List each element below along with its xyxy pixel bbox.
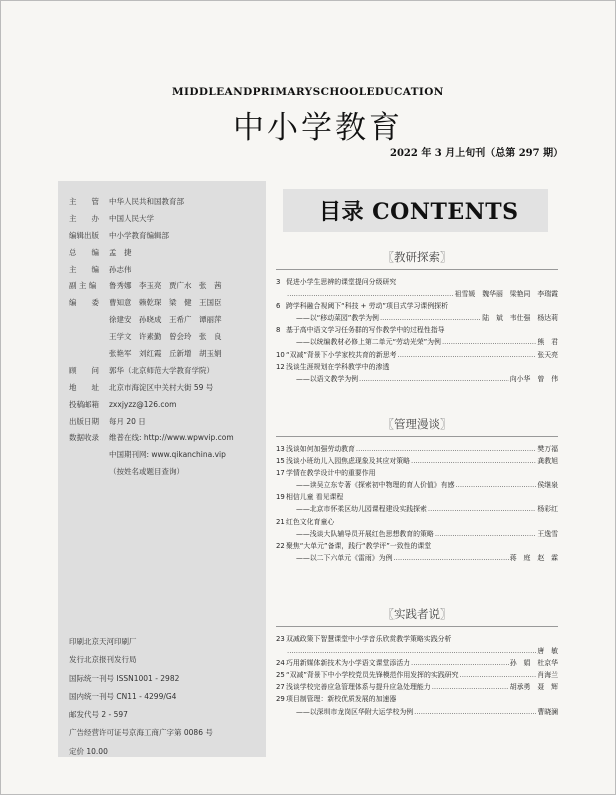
section-divider <box>276 436 558 437</box>
toc-entry <box>276 694 558 706</box>
info-row <box>69 265 264 282</box>
bracket-right: 〗 <box>440 607 452 621</box>
section-divider <box>276 269 558 270</box>
toc-page-number: 23 <box>276 635 285 643</box>
section-title <box>276 247 558 269</box>
info-row <box>69 383 264 400</box>
toc-entry <box>276 492 558 504</box>
section-title <box>276 604 558 626</box>
info-label: 编辑出版 <box>69 230 99 240</box>
toc-leader-dots <box>398 350 537 362</box>
toc-page-number: 6 <box>276 302 281 311</box>
info-row <box>69 417 264 434</box>
issue-info: 2022 年 3 月上旬刊（总第 297 期） <box>390 148 564 159</box>
section-title-text: 教研探索 <box>394 250 440 264</box>
section-divider <box>276 626 558 627</box>
print-info-line: 发行北京报刊发行局 <box>69 655 137 665</box>
bracket-left: 〖 <box>382 607 394 621</box>
contents-section <box>276 604 558 719</box>
toc-title: 红色文化育童心 <box>286 517 335 526</box>
english-title: MIDDLEANDPRIMARYSCHOOLEDUCATION <box>172 86 444 98</box>
print-info-list <box>69 637 264 765</box>
toc-page-number: 22 <box>276 541 285 550</box>
info-row <box>69 332 264 349</box>
info-value: 孟 捷 <box>109 247 132 257</box>
bracket-right: 〗 <box>440 417 452 431</box>
toc-leader-dots <box>411 658 509 670</box>
info-row <box>69 231 264 248</box>
info-row <box>69 315 264 332</box>
section-title-text: 管理漫谈 <box>394 417 440 431</box>
contents-section <box>276 414 558 565</box>
toc-page-number: 15 <box>276 457 285 466</box>
toc-entry <box>276 325 558 337</box>
info-value: 维普在线: http://www.wpwvip.com <box>109 433 234 443</box>
toc-title: 促进小学生思辨的课堂提问分级研究 <box>286 278 397 286</box>
print-info-line: 国际统一刊号 ISSN1001 - 2982 <box>69 673 180 683</box>
toc-page-number: 13 <box>276 445 285 453</box>
toc-title: 双减政策下智慧课堂中小学音乐欣赏教学策略实践分析 <box>286 635 452 643</box>
toc-title: “双减”背景下中小学校党员先锋模范作用发挥的实践研究 <box>286 671 459 680</box>
info-label <box>69 315 109 332</box>
info-value: 孙志伟 <box>109 264 132 274</box>
info-row <box>69 400 264 417</box>
toc-title: 巧用新媒体新技术为小学语文课堂添活力 <box>286 659 411 668</box>
toc-page-number: 21 <box>276 517 285 526</box>
toc-author: 王逸雪 <box>537 529 558 538</box>
info-value: 中国期刊网: www.qikanchina.vip <box>109 450 226 460</box>
info-row <box>69 281 264 298</box>
section-title <box>276 414 558 436</box>
toc-entry <box>276 480 558 492</box>
toc-leader-dots <box>380 313 481 325</box>
toc-page-number: 10 <box>276 350 285 359</box>
toc-leader-dots <box>460 670 537 682</box>
info-label: 顾 问 <box>69 365 99 375</box>
toc-title: 浅谈学校完善应急管理体系与提升应急处理能力 <box>286 683 431 692</box>
info-row <box>69 197 264 214</box>
toc-author: 祖雪媛 魏华丽 梁艳同 李瑞霞 <box>454 290 558 299</box>
info-value: 中小学教育编辑部 <box>109 230 169 240</box>
info-label: 主 编 <box>69 264 99 274</box>
toc-title: ——以深圳市龙岗区华附大运学校为例 <box>296 707 414 716</box>
info-row <box>69 298 264 315</box>
info-row <box>69 450 264 467</box>
info-value: 张艳军 刘红霞 丘新增 胡玉娟 <box>109 349 222 359</box>
toc-author: 肖海兰 <box>537 671 558 680</box>
toc-page-number <box>276 553 286 565</box>
info-row <box>69 433 264 450</box>
info-value: zxxjyzz@126.com <box>109 399 177 409</box>
info-value: 王学文 许素勤 曾会玲 张 良 <box>109 332 222 342</box>
toc-entry <box>276 289 558 301</box>
info-row <box>69 214 264 231</box>
info-value: （按姓名或题目查询） <box>109 467 184 477</box>
toc-title: ——以语文教学为例 <box>296 374 359 383</box>
toc-entry <box>276 634 558 646</box>
toc-page-number: 24 <box>276 659 285 668</box>
toc-page-number <box>276 374 286 386</box>
info-value: 每月 20 日 <box>109 416 146 426</box>
toc-author: 胡承勇 聂 辉 <box>509 683 558 692</box>
toc-author: 孙 娟 杜京华 <box>509 659 558 668</box>
toc-title: ——浅谈大队辅导员开展红色思想教育的策略 <box>296 529 434 538</box>
toc-entry <box>276 362 558 374</box>
info-value: 中国人民大学 <box>109 213 154 223</box>
toc-leader-dots <box>356 444 536 456</box>
toc-page-number: 25 <box>276 671 285 680</box>
toc-entry <box>276 468 558 480</box>
toc-title: ——北京市怀柔区幼儿园课程建设实践探索 <box>296 505 427 514</box>
print-info-line: 国内统一刊号 CN11 - 4299/G4 <box>69 691 177 701</box>
toc-entry <box>276 541 558 553</box>
info-label: 副 主 编 <box>69 281 97 291</box>
info-value: 郭华（北京师范大学教育学院） <box>109 365 214 375</box>
toc-author: 侯继泉 <box>537 481 558 490</box>
contents-section <box>276 247 558 386</box>
toc-entry <box>276 707 558 719</box>
toc-entry <box>276 301 558 313</box>
print-info-line: 定价 10.00 <box>69 746 108 756</box>
toc-author: 龚教旭 <box>537 457 558 466</box>
info-label: 总 编 <box>69 247 99 257</box>
info-label: 地 址 <box>69 382 99 392</box>
info-value: 曹知意 赖乾琛 梁 健 王国臣 <box>109 298 222 308</box>
toc-leader-dots <box>428 504 536 516</box>
masthead-info-panel <box>58 181 266 757</box>
toc-page-number <box>276 313 286 325</box>
toc-entry <box>276 670 558 682</box>
toc-title: ——以统编教材必修上第二单元“劳动光荣”为例 <box>296 338 441 347</box>
toc-leader-dots <box>359 374 509 386</box>
info-value: 中华人民共和国教育部 <box>109 197 184 206</box>
toc-page-number: 27 <box>276 683 285 692</box>
toc-entry <box>276 646 558 658</box>
toc-entry <box>276 374 558 386</box>
toc-page-number <box>276 337 286 349</box>
info-value: 北京市海淀区中关村大街 59 号 <box>109 382 214 392</box>
toc-title: 学情在教学设计中的重要作用 <box>286 469 376 478</box>
toc-page-number: 8 <box>276 326 281 335</box>
toc-title: 基于高中语文学习任务群的写作教学中的过程性指导 <box>286 326 445 335</box>
info-label <box>69 450 109 467</box>
toc-author: 曹晓澜 <box>537 707 558 716</box>
toc-author: 陆 斌 韦仕强 杨达莉 <box>482 314 558 323</box>
toc-leader-dots <box>455 480 536 492</box>
toc-leader-dots <box>432 682 509 694</box>
toc-page-number <box>276 707 286 719</box>
print-info-line: 印刷北京天河印刷厂 <box>69 637 137 646</box>
toc-title: 跨学科融合视阈下“科技 + 劳动”项目式学习课例探析 <box>286 302 448 311</box>
toc-entry <box>276 517 558 529</box>
toc-page-number <box>276 529 286 541</box>
toc-title: 浅谈如何加强劳动教育 <box>286 445 355 453</box>
toc-entry <box>276 277 558 289</box>
toc-page-number <box>276 480 286 492</box>
toc-title: ——读吴立东专著《探索初中物理的育人价值》有感 <box>296 481 455 490</box>
toc-page-number <box>276 646 286 658</box>
toc-page-number <box>276 504 286 516</box>
toc-page-number: 19 <box>276 493 285 502</box>
toc-entry <box>276 313 558 325</box>
print-info-line: 广告经营许可证号京海工商广字第 0086 号 <box>69 728 213 738</box>
toc-title: 聚焦“大单元”备课，践行“教学评”一致性的课堂 <box>286 541 432 550</box>
info-value: 鲁秀娜 李玉亮 贾广水 张 茜 <box>109 281 222 291</box>
toc-leader-dots <box>287 289 454 301</box>
info-label: 主 管 <box>69 197 99 206</box>
toc-leader-dots <box>393 553 508 565</box>
toc-leader-dots <box>442 337 536 349</box>
info-value: 徐建安 孙晓成 王希广 谭丽萍 <box>109 315 222 325</box>
bracket-right: 〗 <box>440 250 452 264</box>
info-label: 出版日期 <box>69 416 99 426</box>
toc-page-number: 12 <box>276 362 285 371</box>
info-list <box>69 197 264 484</box>
toc-entry <box>276 337 558 349</box>
toc-title: ——以二下六单元《雷雨》为例 <box>296 553 393 562</box>
toc-title: 项目制管理：新校优质发展的加速器 <box>286 695 397 704</box>
toc-entry <box>276 553 558 565</box>
toc-author: 熊 君 <box>537 338 558 347</box>
print-info-line: 邮发代号 2 - 597 <box>69 710 128 720</box>
toc-title: “双减”背景下小学家校共育的新思考 <box>286 350 397 359</box>
toc-leader-dots <box>287 646 536 658</box>
toc-page-number <box>276 289 286 301</box>
toc-entry <box>276 529 558 541</box>
toc-leader-dots <box>411 456 536 468</box>
info-label <box>69 332 109 349</box>
toc-entry <box>276 350 558 362</box>
toc-author: 张天亮 <box>537 350 558 359</box>
toc-page-number: 29 <box>276 695 285 704</box>
info-row <box>69 467 264 484</box>
contents-title: 目录 CONTENTS <box>319 199 519 225</box>
info-label: 编 委 <box>69 298 99 308</box>
info-label <box>69 349 109 366</box>
toc-author: 樊万福 <box>537 445 558 453</box>
section-title-text: 实践者说 <box>394 607 440 621</box>
toc-title: 浅谈生涯规划在学科教学中的渗透 <box>286 362 390 371</box>
info-label: 主 办 <box>69 213 99 223</box>
bracket-left: 〖 <box>382 250 394 264</box>
toc-page-number: 17 <box>276 469 285 478</box>
info-row <box>69 248 264 265</box>
toc-leader-dots <box>414 707 536 719</box>
toc-entry <box>276 658 558 670</box>
toc-title: 相信儿童 看见课程 <box>286 493 344 502</box>
info-label <box>69 467 109 484</box>
toc-author: 蒋 庭 赵 霖 <box>509 553 558 562</box>
info-label: 数据收录 <box>69 433 99 443</box>
toc-leader-dots <box>435 529 537 541</box>
bracket-left: 〖 <box>382 417 394 431</box>
toc-entry <box>276 682 558 694</box>
info-label: 投稿邮箱 <box>69 399 99 409</box>
info-row <box>69 366 264 383</box>
toc-author: 唐 敏 <box>537 647 558 656</box>
contents-banner <box>283 189 548 232</box>
toc-entry <box>276 444 558 456</box>
toc-entry <box>276 456 558 468</box>
toc-author: 杨彩红 <box>537 505 558 514</box>
chinese-title: 中小学教育 <box>233 110 403 146</box>
toc-page-number: 3 <box>276 278 281 286</box>
toc-author: 向小华 曾 伟 <box>509 374 558 383</box>
toc-entry <box>276 504 558 516</box>
toc-title: ——以“移动菜园”教学为例 <box>296 314 379 323</box>
toc-title: 浅谈小班幼儿入园焦虑现象及其应对策略 <box>286 457 411 466</box>
info-row <box>69 349 264 366</box>
